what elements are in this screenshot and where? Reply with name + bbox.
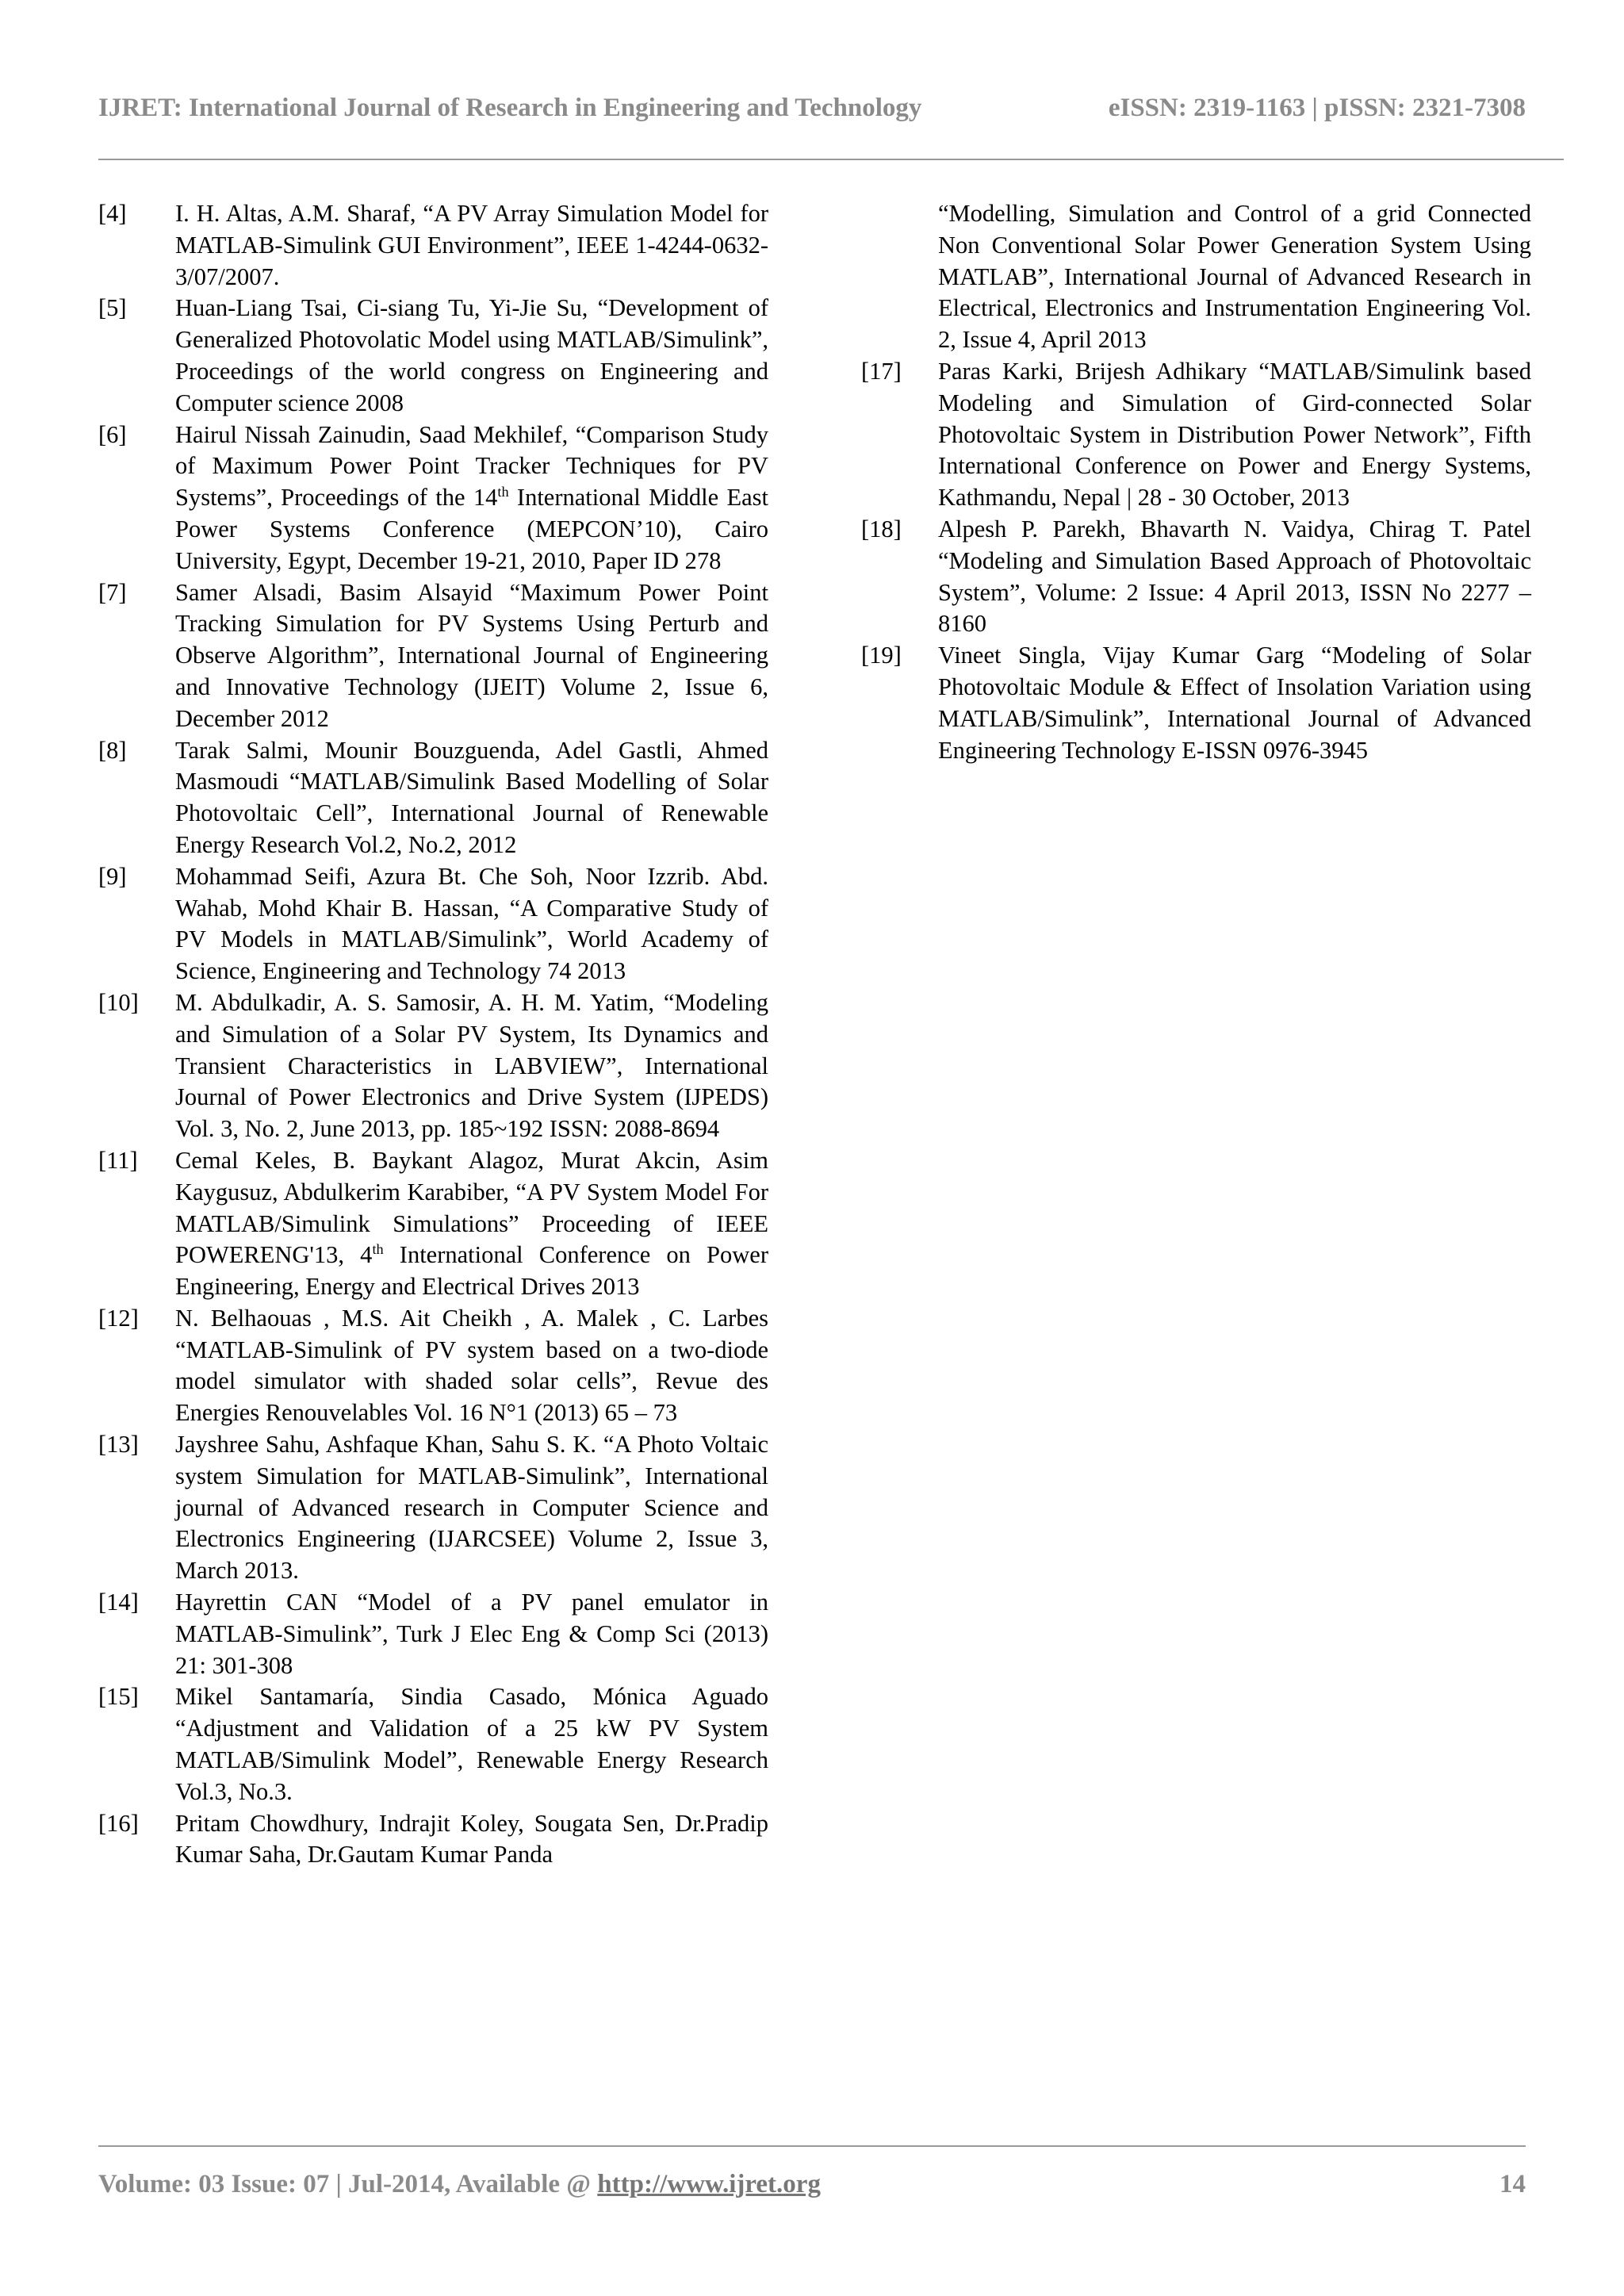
issn-info: eISSN: 2319-1163 | pISSN: 2321-7308: [1108, 94, 1526, 122]
ref-text: Vineet Singla, Vijay Kumar Garg “Modeling of Solar Photovoltaic Module & Effect of Insolation Variation using MATLAB/Simulink”, International Journal of Advanced Engineering Technology E-ISSN 0976-3945: [938, 642, 1531, 764]
ref-number: [15]: [98, 1683, 139, 1711]
reference-18: [861, 514, 1531, 640]
reference-9: [98, 861, 768, 987]
ref-number: [8]: [98, 736, 127, 764]
reference-11: [98, 1145, 768, 1303]
reference-16-continuation: [861, 198, 1531, 356]
ref-number: [5]: [98, 294, 127, 322]
reference-8: [98, 735, 768, 861]
reference-19: [861, 640, 1531, 766]
page-header: [98, 94, 1526, 123]
ref-number: [12]: [98, 1304, 139, 1332]
ref-text-part: Cemal Keles, B. Baykant Alagoz, Murat Akcin, Asim Kaygusuz, Abdulkerim Karabiber, “A PV System Model For MATLAB/Simulink Simulations” Proceeding of IEEE POWERENG'13, 4: [175, 1146, 768, 1269]
ref-number: [7]: [98, 578, 127, 606]
ref-number: [4]: [98, 200, 127, 227]
footer-divider: [98, 2145, 1526, 2147]
ref-number: [6]: [98, 420, 127, 448]
ref-text: Hayrettin CAN “Model of a PV panel emulator in MATLAB-Simulink”, Turk J Elec Eng & Comp Sci (2013) 21: 301-308: [175, 1589, 768, 1679]
ref-text: Alpesh P. Parekh, Bhavarth N. Vaidya, Chirag T. Patel “Modeling and Simulation Based Approach of Photovoltaic System”, Volume: 2 Issue: 4 April 2013, ISSN No 2277 – 8160: [938, 515, 1531, 638]
ref-text: Pritam Chowdhury, Indrajit Koley, Sougata Sen, Dr.Pradip Kumar Saha, Dr.Gautam Kumar Panda: [175, 1809, 768, 1869]
ref-text: Huan-Liang Tsai, Ci-siang Tu, Yi-Jie Su, “Development of Generalized Photovolatic Model using MATLAB/Simulink”, Proceedings of the world congress on Engineering and Computer science 2008: [175, 294, 768, 416]
ref-number: [13]: [98, 1431, 139, 1458]
ref-text: M. Abdulkadir, A. S. Samosir, A. H. M. Yatim, “Modeling and Simulation of a Solar PV System, Its Dynamics and Transient Characteristics in LABVIEW”, International Journal of Power Electronics and Drive System (IJPEDS) Vol. 3, No. 2, June 2013, pp. 185~192 ISSN: 2088-8694: [175, 988, 768, 1143]
ref-text: Paras Karki, Brijesh Adhikary “MATLAB/Simulink based Modeling and Simulation of Gird-connected Solar Photovoltaic System in Distribution Power Network”, Fifth International Conference on Power and Energy Systems, Kathmandu, Nepal | 28 - 30 October, 2013: [938, 357, 1531, 512]
ref-number: [19]: [861, 642, 902, 669]
ref-number: [18]: [861, 515, 902, 542]
ref-text: Samer Alsadi, Basim Alsayid “Maximum Power Point Tracking Simulation for PV Systems Using Perturb and Observe Algorithm”, International Journal of Engineering and Innovative Technology (IJEIT) Volume 2, Issue 6, December 2012: [175, 578, 768, 732]
ref-text: I. H. Altas, A.M. Sharaf, “A PV Array Simulation Model for MATLAB-Simulink GUI Environment”, IEEE 1-4244-0632-3/07/2007.: [175, 200, 768, 290]
reference-17: [861, 356, 1531, 514]
references-right-column: [861, 198, 1531, 766]
ref-text: Mohammad Seifi, Azura Bt. Che Soh, Noor Izzrib. Abd. Wahab, Mohd Khair B. Hassan, “A Comparative Study of PV Models in MATLAB/Simulink”, World Academy of Science, Engineering and Technology 74 2013: [175, 862, 768, 985]
ref-number: [9]: [98, 862, 127, 890]
volume-info: Volume: 03 Issue: 07 | Jul-2014, Available @: [98, 2170, 598, 2198]
ref-number: [16]: [98, 1809, 139, 1837]
ref-number: [11]: [98, 1146, 138, 1174]
references-left-column: [98, 198, 768, 1871]
ref-number: [17]: [861, 357, 902, 385]
ref-text: Mikel Santamaría, Sindia Casado, Mónica Aguado “Adjustment and Validation of a 25 kW PV System MATLAB/Simulink Model”, Renewable Energy Research Vol.3, No.3.: [175, 1683, 768, 1805]
journal-title: IJRET: International Journal of Research in Engineering and Technology: [98, 94, 922, 122]
journal-url-link[interactable]: http://www.ijret.org: [597, 2170, 821, 2198]
ref-text-part: International Conference on Power Engineering, Energy and Electrical Drives 2013: [175, 1241, 768, 1301]
ref-number: [10]: [98, 988, 139, 1016]
ref-text: N. Belhaouas , M.S. Ait Cheikh , A. Malek , C. Larbes “MATLAB-Simulink of PV system based on a two-diode model simulator with shaded solar cells”, Revue des Energies Renouvelables Vol. 16 N°1 (2013) 65 – 73: [175, 1304, 768, 1427]
reference-6: [98, 420, 768, 577]
ref-text-part: Hairul Nissah Zainudin, Saad Mekhilef, “Comparison Study of Maximum Power Point Tracker Techniques for PV Systems”, Proceedings of the 14: [175, 420, 768, 512]
ref-text: “Modelling, Simulation and Control of a grid Connected Non Conventional Solar Power Generation System Using MATLAB”, International Journal of Advanced Research in Electrical, Electronics and Instrumentation Engineering Vol. 2, Issue 4, April 2013: [938, 200, 1531, 354]
ref-text-part: International Middle East Power Systems Conference (MEPCON’10), Cairo University, Egypt, December 19-21, 2010, Paper ID 278: [175, 484, 769, 574]
reference-16: [98, 1808, 768, 1872]
reference-5: [98, 293, 768, 419]
ref-number: [14]: [98, 1589, 139, 1616]
reference-12: [98, 1303, 768, 1429]
ref-text: [175, 420, 768, 577]
page-number: 14: [1500, 2170, 1526, 2198]
reference-15: [98, 1681, 768, 1807]
ref-text: Tarak Salmi, Mounir Bouzguenda, Adel Gastli, Ahmed Masmoudi “MATLAB/Simulink Based Modelling of Solar Photovoltaic Cell”, International Journal of Renewable Energy Research Vol.2, No.2, 2012: [175, 736, 768, 858]
reference-10: [98, 987, 768, 1145]
reference-7: [98, 577, 768, 735]
page-footer: [98, 2170, 1526, 2199]
reference-4: [98, 198, 768, 293]
ordinal-superscript: th: [497, 484, 509, 500]
ref-text: [175, 1145, 768, 1303]
reference-14: [98, 1587, 768, 1681]
ordinal-superscript: th: [372, 1241, 384, 1258]
reference-13: [98, 1429, 768, 1587]
ref-text: Jayshree Sahu, Ashfaque Khan, Sahu S. K. “A Photo Voltaic system Simulation for MATLAB-Simulink”, International journal of Advanced research in Computer Science and Electronics Engineering (IJARCSEE) Volume 2, Issue 3, March 2013.: [175, 1431, 768, 1585]
header-divider: [98, 159, 1564, 160]
footer-info: [98, 2170, 821, 2199]
